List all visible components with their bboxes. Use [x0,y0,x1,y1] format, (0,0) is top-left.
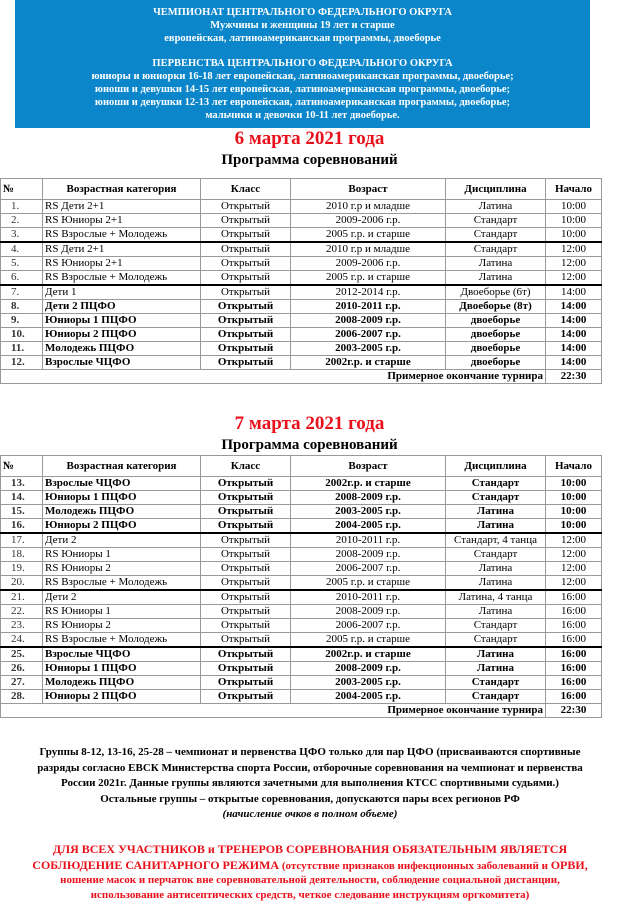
cell-cls: Открытый [201,328,291,342]
cell-cat: RS Юниоры 2+1 [43,257,201,271]
cell-cat: Юниоры 1 ПЦФО [43,662,201,676]
end-label: Примерное окончание турнира [1,704,546,718]
cell-n: 4. [1,242,43,257]
cell-cat: RS Дети 2+1 [43,242,201,257]
cell-age: 2008-2009 г.р. [291,314,446,328]
cell-cat: RS Взрослые + Молодежь [43,633,201,648]
cell-disc: Латина [446,662,546,676]
cell-age: 2002г.р. и старше [291,647,446,662]
cell-disc: Латина [446,562,546,576]
cell-start: 14:00 [546,300,602,314]
cell-start: 10:00 [546,519,602,534]
cell-disc: Стандарт [446,477,546,491]
table-row [1,605,602,619]
warning-lead: ДЛЯ ВСЕХ УЧАСТНИКОВ и ТРЕНЕРОВ СОРЕВНОВАНИЯ ОБЯЗАТЕЛЬНЫМ ЯВЛЯЕТСЯ СОБЛЮДЕНИЕ САНИТАРНОГО РЕЖИМА [32,842,568,872]
table-row [1,676,602,690]
cell-cls: Открытый [201,662,291,676]
column-header: Дисциплина [446,179,546,200]
column-header: Возрастная категория [43,456,201,477]
table-row [1,200,602,214]
cell-cls: Открытый [201,676,291,690]
cell-n: 10. [1,328,43,342]
cell-age: 2012-2014 г.р. [291,285,446,300]
cell-n: 25. [1,647,43,662]
warning-text: ОРВИ, [550,857,588,872]
cell-cat: RS Взрослые + Молодежь [43,576,201,591]
day2-schedule-table [0,455,602,718]
cell-start: 16:00 [546,690,602,704]
cell-age: 2010-2011 г.р. [291,590,446,605]
table-header-row [1,456,602,477]
cell-age: 2005 г.р. и старше [291,576,446,591]
cell-cls: Открытый [201,356,291,370]
cell-disc: Двоеборье (6т) [446,285,546,300]
warning-text: (отсутствие признаков инфекционных заболеваний и [281,859,548,872]
table-row [1,562,602,576]
cell-age: 2008-2009 г.р. [291,491,446,505]
cell-cls: Открытый [201,257,291,271]
cell-disc: Латина [446,576,546,591]
cell-n: 5. [1,257,43,271]
cell-n: 7. [1,285,43,300]
cell-disc: двоеборье [446,328,546,342]
banner-title-youth: ПЕРВЕНСТВА ЦЕНТРАЛЬНОГО ФЕДЕРАЛЬНОГО ОКРУГА [152,58,453,69]
cell-cls: Открытый [201,562,291,576]
cell-disc: Стандарт [446,214,546,228]
cell-n: 11. [1,342,43,356]
cell-age: 2006-2007 г.р. [291,619,446,633]
cell-cls: Открытый [201,576,291,591]
table-row [1,228,602,243]
cell-age: 2010 г.р и младше [291,242,446,257]
banner-line: европейская, латиноамериканская программы, двоеборье [164,33,441,44]
cell-cls: Открытый [201,605,291,619]
cell-cls: Открытый [201,519,291,534]
cell-start: 10:00 [546,505,602,519]
cell-cat: Юниоры 2 ПЦФО [43,690,201,704]
cell-n: 26. [1,662,43,676]
cell-cat: Дети 2 [43,590,201,605]
notes-points: (начисление очков в полном объеме) [222,808,398,820]
cell-start: 16:00 [546,619,602,633]
table-row [1,548,602,562]
cell-cls: Открытый [201,314,291,328]
banner-line: юноши и девушки 14-15 лет европейская, латиноамериканская программы, двоеборье; [94,84,511,95]
cell-cls: Открытый [201,228,291,243]
banner-line: Мужчины и женщины 19 лет и старше [210,20,395,31]
column-header: Возраст [291,179,446,200]
sanitary-warning [30,842,590,902]
warning-text: ношение масок и перчаток вне соревновательной деятельности, соблюдение социальной дистанции, использование антисептических средств, четкое следование инструкциям оргкомитета) [60,874,560,901]
table-row [1,576,602,591]
cell-n: 20. [1,576,43,591]
notes-open-groups: Остальные группы – открытые соревнования, допускаются пары всех регионов РФ [100,792,520,805]
cell-age: 2002г.р. и старше [291,477,446,491]
table-row [1,533,602,548]
cell-n: 24. [1,633,43,648]
banner-title-championship: ЧЕМПИОНАТ ЦЕНТРАЛЬНОГО ФЕДЕРАЛЬНОГО ОКРУГА [153,7,452,18]
column-header: Начало [546,456,602,477]
cell-cat: Молодежь ПЦФО [43,342,201,356]
cell-cls: Открытый [201,491,291,505]
end-label: Примерное окончание турнира [1,370,546,384]
day1-date: 6 марта 2021 года [234,128,385,149]
end-row [1,370,602,384]
cell-cat: Взрослые ЧЦФО [43,647,201,662]
cell-n: 28. [1,690,43,704]
cell-start: 16:00 [546,590,602,605]
cell-cls: Открытый [201,477,291,491]
cell-age: 2004-2005 г.р. [291,690,446,704]
cell-age: 2005 г.р. и старше [291,228,446,243]
cell-age: 2008-2009 г.р. [291,605,446,619]
cell-start: 10:00 [546,214,602,228]
cell-age: 2008-2009 г.р. [291,662,446,676]
column-header: Класс [201,456,291,477]
banner-line: мальчики и девочки 10-11 лет двоеборье. [205,110,400,121]
notes-championship-groups: Группы 8-12, 13-16, 25-28 – чемпионат и первенства ЦФО только для пар ЦФО (присваиваются спортивные разряды согласно ЕВСК Министерства спорта России, отборочные соревнования на чемпионат и первенства России 2021г. Данные группы являются зачетными для выполнения КТСС спортивными судьями.) [37,746,583,789]
cell-start: 14:00 [546,328,602,342]
cell-start: 14:00 [546,342,602,356]
cell-disc: Латина [446,605,546,619]
cell-disc: Латина [446,271,546,286]
cell-disc: Стандарт [446,548,546,562]
cell-n: 19. [1,562,43,576]
cell-age: 2010-2011 г.р. [291,300,446,314]
cell-cls: Открытый [201,342,291,356]
cell-cat: RS Взрослые + Молодежь [43,271,201,286]
banner-line: юниоры и юниорки 16-18 лет европейская, латиноамериканская программы, двоеборье; [91,71,514,82]
cell-age: 2009-2006 г.р. [291,257,446,271]
cell-disc: Стандарт [446,676,546,690]
cell-cls: Открытый [201,590,291,605]
cell-cls: Открытый [201,633,291,648]
table-row [1,285,602,300]
cell-cat: Взрослые ЧЦФО [43,477,201,491]
cell-n: 8. [1,300,43,314]
cell-n: 14. [1,491,43,505]
cell-cat: RS Взрослые + Молодежь [43,228,201,243]
cell-disc: двоеборье [446,342,546,356]
column-header: Начало [546,179,602,200]
cell-cat: Юниоры 2 ПЦФО [43,519,201,534]
cell-start: 12:00 [546,548,602,562]
cell-cat: Юниоры 1 ПЦФО [43,491,201,505]
cell-cls: Открытый [201,533,291,548]
cell-n: 9. [1,314,43,328]
day1-subtitle: Программа соревнований [221,152,398,168]
cell-disc: Латина [446,200,546,214]
cell-start: 10:00 [546,477,602,491]
cell-start: 16:00 [546,676,602,690]
cell-disc: Двоеборье (8т) [446,300,546,314]
cell-start: 12:00 [546,576,602,591]
cell-cls: Открытый [201,690,291,704]
cell-n: 18. [1,548,43,562]
cell-age: 2003-2005 г.р. [291,505,446,519]
cell-cls: Открытый [201,242,291,257]
cell-cat: Взрослые ЧЦФО [43,356,201,370]
column-header: Дисциплина [446,456,546,477]
cell-n: 3. [1,228,43,243]
cell-disc: двоеборье [446,314,546,328]
cell-start: 14:00 [546,356,602,370]
table-header-row [1,179,602,200]
cell-age: 2009-2006 г.р. [291,214,446,228]
column-header: № [1,456,43,477]
cell-start: 12:00 [546,271,602,286]
cell-n: 13. [1,477,43,491]
day1-schedule-table [0,178,602,384]
cell-start: 12:00 [546,533,602,548]
cell-disc: Стандарт [446,633,546,648]
table-row [1,300,602,314]
day2-subtitle: Программа соревнований [221,437,398,453]
cell-disc: Стандарт [446,242,546,257]
cell-n: 23. [1,619,43,633]
table-row [1,519,602,534]
cell-disc: Стандарт [446,690,546,704]
cell-cat: RS Юниоры 2 [43,619,201,633]
table-row [1,505,602,519]
cell-disc: Латина [446,257,546,271]
cell-cls: Открытый [201,214,291,228]
cell-start: 16:00 [546,662,602,676]
header-banner [15,0,590,128]
notes [30,745,590,823]
cell-n: 21. [1,590,43,605]
cell-cat: RS Юниоры 2+1 [43,214,201,228]
cell-start: 12:00 [546,242,602,257]
table-row [1,271,602,286]
table-row [1,328,602,342]
cell-start: 14:00 [546,314,602,328]
table-row [1,647,602,662]
cell-age: 2010-2011 г.р. [291,533,446,548]
cell-start: 16:00 [546,647,602,662]
end-time: 22:30 [546,704,602,718]
cell-age: 2006-2007 г.р. [291,562,446,576]
cell-n: 2. [1,214,43,228]
table-row [1,619,602,633]
cell-cls: Открытый [201,548,291,562]
cell-n: 22. [1,605,43,619]
day2-date: 7 марта 2021 года [234,413,385,434]
cell-cat: RS Дети 2+1 [43,200,201,214]
table-row [1,214,602,228]
cell-age: 2008-2009 г.р. [291,548,446,562]
cell-disc: Латина [446,519,546,534]
cell-n: 15. [1,505,43,519]
cell-disc: Стандарт [446,491,546,505]
cell-start: 10:00 [546,200,602,214]
cell-start: 14:00 [546,285,602,300]
cell-disc: двоеборье [446,356,546,370]
cell-cat: RS Юниоры 1 [43,605,201,619]
cell-cls: Открытый [201,505,291,519]
cell-age: 2005 г.р. и старше [291,271,446,286]
table-row [1,356,602,370]
cell-cat: Юниоры 2 ПЦФО [43,328,201,342]
table-row [1,477,602,491]
cell-start: 10:00 [546,228,602,243]
column-header: № [1,179,43,200]
cell-n: 27. [1,676,43,690]
cell-start: 10:00 [546,491,602,505]
cell-disc: Стандарт [446,228,546,243]
cell-cat: RS Юниоры 2 [43,562,201,576]
cell-age: 2003-2005 г.р. [291,342,446,356]
banner-line: юноши и девушки 12-13 лет европейская, латиноамериканская программы, двоеборье; [94,97,511,108]
cell-age: 2003-2005 г.р. [291,676,446,690]
cell-n: 16. [1,519,43,534]
cell-cat: Молодежь ПЦФО [43,505,201,519]
cell-cls: Открытый [201,271,291,286]
table-row [1,633,602,648]
cell-cat: Дети 2 ПЦФО [43,300,201,314]
column-header: Возрастная категория [43,179,201,200]
end-time: 22:30 [546,370,602,384]
cell-cls: Открытый [201,647,291,662]
column-header: Возраст [291,456,446,477]
cell-n: 6. [1,271,43,286]
cell-cls: Открытый [201,200,291,214]
cell-cat: RS Юниоры 1 [43,548,201,562]
cell-cat: Дети 2 [43,533,201,548]
cell-cls: Открытый [201,285,291,300]
cell-cls: Открытый [201,619,291,633]
cell-age: 2010 г.р и младше [291,200,446,214]
end-row [1,704,602,718]
table-row [1,314,602,328]
cell-age: 2006-2007 г.р. [291,328,446,342]
cell-n: 1. [1,200,43,214]
cell-start: 12:00 [546,257,602,271]
cell-age: 2002г.р. и старше [291,356,446,370]
cell-disc: Латина, 4 танца [446,590,546,605]
cell-age: 2004-2005 г.р. [291,519,446,534]
cell-start: 16:00 [546,605,602,619]
table-row [1,257,602,271]
cell-start: 16:00 [546,633,602,648]
cell-disc: Стандарт, 4 танца [446,533,546,548]
table-row [1,690,602,704]
cell-age: 2005 г.р. и старше [291,633,446,648]
column-header: Класс [201,179,291,200]
table-row [1,662,602,676]
cell-disc: Стандарт [446,619,546,633]
table-row [1,590,602,605]
table-row [1,242,602,257]
cell-cat: Молодежь ПЦФО [43,676,201,690]
table-row [1,342,602,356]
cell-n: 17. [1,533,43,548]
cell-disc: Латина [446,505,546,519]
cell-disc: Латина [446,647,546,662]
cell-start: 12:00 [546,562,602,576]
cell-cat: Юниоры 1 ПЦФО [43,314,201,328]
cell-n: 12. [1,356,43,370]
table-row [1,491,602,505]
cell-cat: Дети 1 [43,285,201,300]
cell-cls: Открытый [201,300,291,314]
